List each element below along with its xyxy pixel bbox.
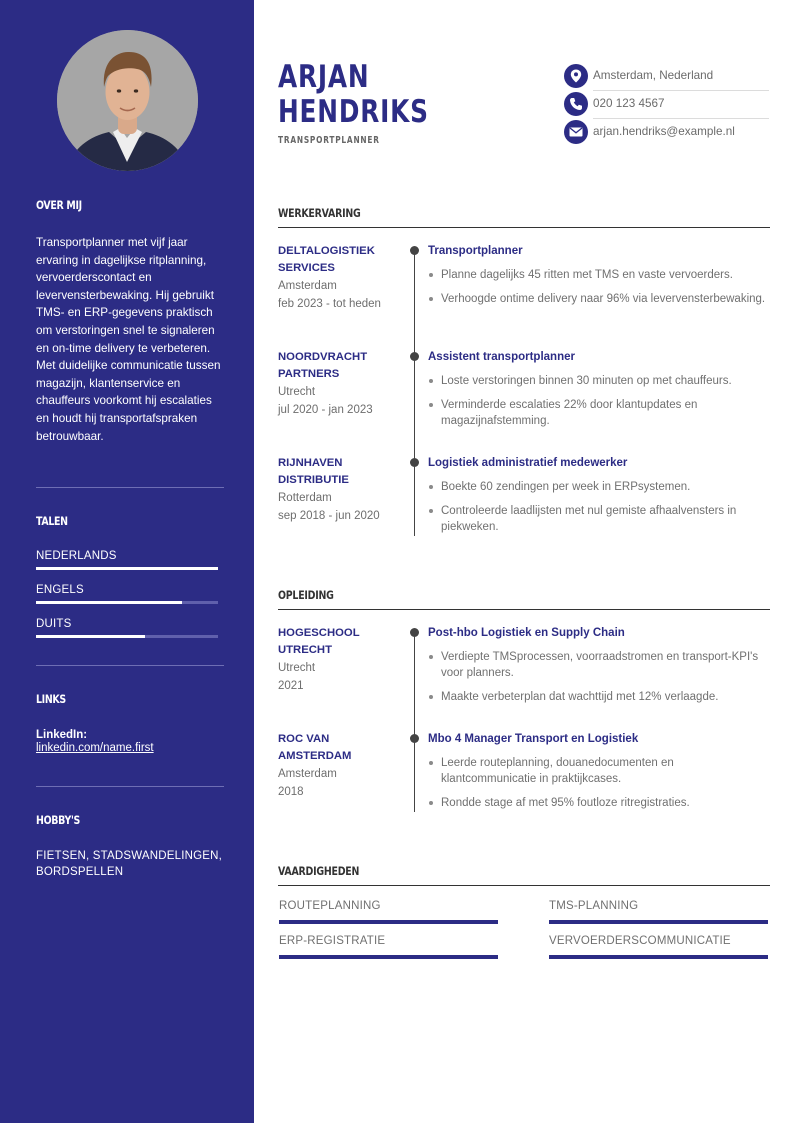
languages-section	[36, 514, 224, 528]
entry-details	[278, 243, 398, 313]
job-role: Assistent transportplanner	[428, 351, 575, 363]
degree-name: Mbo 4 Manager Transport en Logistiek	[428, 733, 639, 745]
skill-name: ERP-REGISTRATIE	[279, 935, 386, 947]
links-heading: LINKS	[36, 692, 66, 706]
email-text[interactable]: arjan.hendriks@example.nl	[593, 125, 735, 138]
timeline-dot	[410, 628, 419, 637]
language-item	[36, 618, 218, 630]
links-section	[36, 692, 224, 754]
entry-content	[428, 243, 770, 307]
entry-content	[428, 731, 770, 811]
language-level-fill	[36, 601, 182, 604]
location-pin-icon	[564, 64, 588, 88]
linkedin-label: LinkedIn:	[36, 729, 88, 741]
profile-photo-image	[57, 30, 198, 171]
location-text: Amsterdam, Nederland	[593, 69, 714, 82]
experience-rule	[278, 227, 770, 228]
achievement-item: Leerde routeplanning, douanedocumenten en klantcommunicatie in praktijkcases.	[428, 755, 770, 787]
graduation-year: 2018	[278, 785, 304, 798]
about-heading: OVER MIJ	[36, 198, 82, 212]
education-timeline	[414, 633, 415, 812]
first-name: ARJAN	[278, 59, 370, 95]
achievement-list	[428, 267, 770, 307]
job-role: Transportplanner	[428, 245, 523, 257]
employer-name: NOORDVRACHT PARTNERS	[278, 351, 368, 380]
skills-heading: VAARDIGHEDEN	[278, 864, 360, 878]
job-role: Logistiek administratief medewerker	[428, 457, 628, 469]
achievement-item: Rondde stage af met 95% foutloze ritregistraties.	[428, 795, 770, 811]
languages-heading: TALEN	[36, 514, 68, 528]
achievement-item: Boekte 60 zendingen per week in ERPsystemen.	[428, 479, 770, 495]
education-rule	[278, 609, 770, 610]
entry-details	[278, 455, 398, 525]
entry-details	[278, 625, 398, 695]
language-level-track	[36, 567, 218, 570]
entry-details	[278, 349, 398, 419]
achievement-item: Controleerde laadlijsten met nul gemiste afhaalvensters in piekweken.	[428, 503, 770, 535]
hobbies-text: FIETSEN, STADSWANDELINGEN, BORDSPELLEN	[36, 850, 223, 878]
last-name: HENDRIKS	[278, 94, 429, 130]
education-heading: OPLEIDING	[278, 588, 334, 602]
degree-name: Post-hbo Logistiek en Supply Chain	[428, 627, 625, 639]
employment-dates: jul 2020 - jan 2023	[278, 403, 373, 416]
school-name: HOGESCHOOL UTRECHT	[278, 627, 360, 656]
timeline-dot	[410, 246, 419, 255]
sidebar-divider	[36, 665, 224, 666]
contact-email	[564, 119, 769, 147]
language-item	[36, 550, 218, 562]
profile-photo	[57, 30, 198, 171]
full-name	[278, 60, 429, 130]
employer-name: RIJNHAVEN DISTRIBUTIE	[278, 457, 349, 486]
entry-content	[428, 625, 770, 705]
skill-item	[278, 900, 498, 912]
phone-icon	[564, 92, 588, 116]
achievement-list	[428, 755, 770, 811]
skill-item	[548, 900, 768, 912]
skill-item	[548, 935, 768, 947]
experience-heading: WERKERVARING	[278, 206, 361, 220]
language-level-track	[36, 635, 218, 638]
entry-content	[428, 455, 770, 535]
language-name: DUITS	[36, 618, 72, 630]
linkedin-link[interactable]: linkedin.com/name.first	[36, 742, 154, 754]
achievement-item: Maakte verbeterplan dat wachttijd met 12% verlaagde.	[428, 689, 770, 705]
language-name: NEDERLANDS	[36, 550, 117, 562]
about-text: Transportplanner met vijf jaar ervaring in dagelijkse ritplanning, vervoerderscontact en levervensterbewaking. Hij gebruikt TMS- en ERP-gegevens praktisch om verstoringen snel te signaleren en on-time delivery te verbeteren. Met duidelijke communicatie tussen magazijn, klantenservice en chauffeurs voorkomt hij escalaties en houdt hij transportafspraken betrouwbaar.	[36, 236, 221, 443]
contact-phone	[564, 91, 769, 119]
phone-text: 020 123 4567	[593, 97, 665, 110]
contact-location	[564, 63, 769, 91]
skill-name: VERVOERDERSCOMMUNICATIE	[549, 935, 731, 947]
timeline-dot	[410, 458, 419, 467]
sidebar-divider	[36, 487, 224, 488]
sidebar	[0, 0, 254, 1123]
school-city: Amsterdam	[278, 767, 337, 780]
achievement-item: Verdiepte TMSprocessen, voorraadstromen en transport-KPI's voor planners.	[428, 649, 770, 681]
language-name: ENGELS	[36, 584, 84, 596]
achievement-item: Loste verstoringen binnen 30 minuten op met chauffeurs.	[428, 373, 770, 389]
sidebar-divider	[36, 786, 224, 787]
skill-bar	[549, 920, 768, 924]
entry-content	[428, 349, 770, 429]
graduation-year: 2021	[278, 679, 304, 692]
hobbies-heading: HOBBY'S	[36, 813, 80, 827]
skill-bar	[549, 955, 768, 959]
employer-city: Amsterdam	[278, 279, 337, 292]
employer-city: Utrecht	[278, 385, 316, 398]
about-section	[36, 198, 224, 445]
language-item	[36, 584, 218, 596]
achievement-list	[428, 479, 770, 535]
experience-timeline	[414, 251, 415, 536]
language-level-fill	[36, 635, 145, 638]
entry-details	[278, 731, 398, 801]
skill-bar	[279, 955, 498, 959]
achievement-list	[428, 373, 770, 429]
skill-name: ROUTEPLANNING	[279, 900, 381, 912]
employment-dates: sep 2018 - jun 2020	[278, 509, 380, 522]
skill-item	[278, 935, 498, 947]
job-title: TRANSPORTPLANNER	[278, 135, 380, 146]
timeline-dot	[410, 352, 419, 361]
language-level-fill	[36, 567, 218, 570]
skills-rule	[278, 885, 770, 886]
achievement-item: Planne dagelijks 45 ritten met TMS en vaste vervoerders.	[428, 267, 770, 283]
employer-name: DELTALOGISTIEK SERVICES	[278, 245, 375, 274]
achievement-item: Verhoogde ontime delivery naar 96% via levervensterbewaking.	[428, 291, 770, 307]
employment-dates: feb 2023 - tot heden	[278, 297, 381, 310]
envelope-icon	[564, 120, 588, 144]
hobbies-section	[36, 813, 224, 880]
skill-name: TMS-PLANNING	[549, 900, 639, 912]
employer-city: Rotterdam	[278, 491, 332, 504]
language-level-track	[36, 601, 218, 604]
school-name: ROC VAN AMSTERDAM	[278, 733, 352, 762]
school-city: Utrecht	[278, 661, 316, 674]
skill-bar	[279, 920, 498, 924]
achievement-item: Verminderde escalaties 22% door klantupdates en magazijnafstemming.	[428, 397, 770, 429]
achievement-list	[428, 649, 770, 705]
timeline-dot	[410, 734, 419, 743]
